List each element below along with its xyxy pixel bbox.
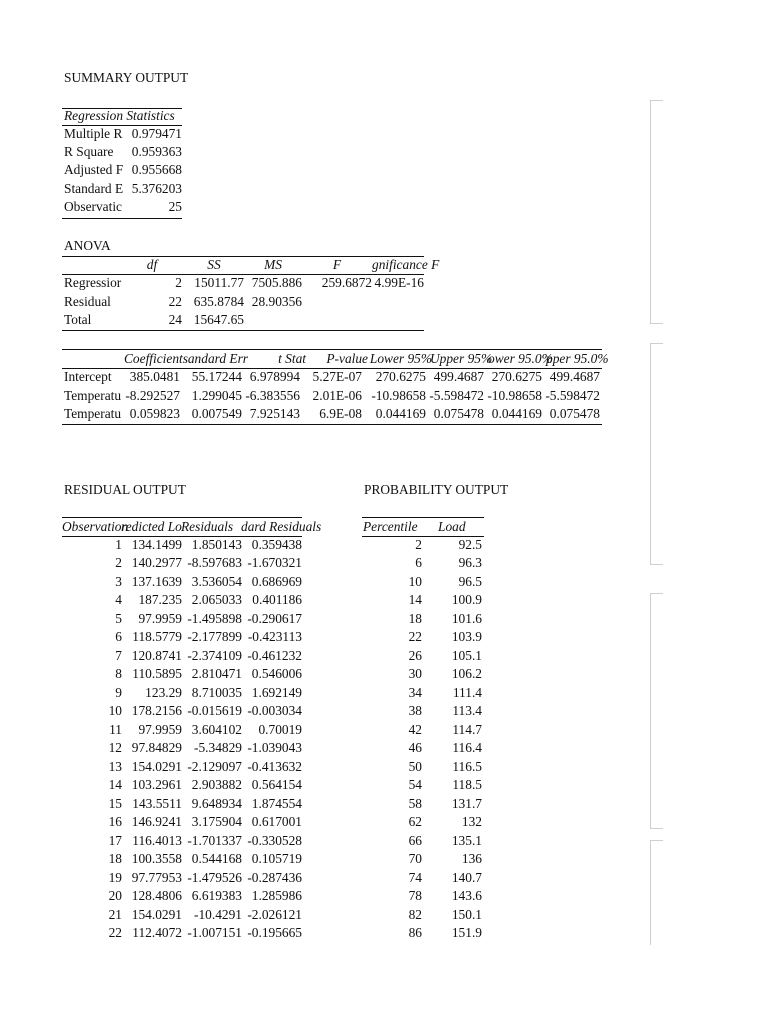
probability-load: 151.9 bbox=[451, 925, 482, 941]
anova-row-label: Total bbox=[64, 312, 92, 328]
coef-row-label: Intercept bbox=[64, 369, 112, 384]
coef-cell: 0.044169 bbox=[375, 406, 426, 422]
anova-bottom-rule bbox=[62, 330, 424, 331]
residual-cell: 146.9241 bbox=[131, 814, 182, 830]
residual-observation: 10 bbox=[108, 703, 122, 719]
residual-cell: 3.604102 bbox=[191, 721, 242, 737]
probability-load: 105.1 bbox=[451, 647, 482, 663]
coef-col-header: t Stat bbox=[278, 351, 306, 366]
residual-cell: 0.70019 bbox=[258, 721, 302, 737]
probability-load: 114.7 bbox=[452, 721, 482, 737]
residual-observation: 12 bbox=[108, 740, 122, 756]
residual-cell: 118.5779 bbox=[132, 629, 182, 645]
residual-observation: 15 bbox=[108, 795, 122, 811]
probability-percentile: 34 bbox=[408, 684, 422, 700]
residual-observation: 13 bbox=[108, 758, 122, 774]
residual-cell: 120.8741 bbox=[131, 647, 182, 663]
probability-load: 92.5 bbox=[458, 537, 482, 552]
coef-cell: 7.925143 bbox=[249, 406, 300, 422]
residual-observation: 2 bbox=[115, 555, 122, 571]
regstat-label: Standard E bbox=[64, 180, 124, 196]
coef-col-header: andard Err bbox=[187, 351, 248, 366]
probability-output-title: PROBABILITY OUTPUT bbox=[364, 482, 509, 497]
coef-cell: 270.6275 bbox=[375, 369, 426, 384]
residual-cell: 112.4072 bbox=[132, 925, 182, 941]
probability-percentile: 22 bbox=[408, 629, 422, 645]
residual-cell: -1.670321 bbox=[247, 555, 302, 571]
residual-observation: 20 bbox=[108, 888, 122, 904]
residual-cell: 97.9959 bbox=[138, 721, 182, 737]
probability-percentile: 26 bbox=[408, 647, 422, 663]
anova-cell: 15011.77 bbox=[194, 275, 244, 290]
anova-cell: 15647.65 bbox=[193, 312, 244, 328]
residual-cell: 0.359438 bbox=[251, 537, 302, 552]
residual-col-header: dard Residuals bbox=[241, 519, 322, 534]
coef-cell: -10.98658 bbox=[487, 387, 542, 403]
residual-cell: 9.648934 bbox=[191, 795, 242, 811]
residual-cell: -0.003034 bbox=[247, 703, 302, 719]
probability-col-header: Load bbox=[438, 519, 466, 534]
probability-percentile: 2 bbox=[415, 537, 422, 552]
residual-observation: 5 bbox=[115, 610, 122, 626]
residual-cell: -0.015619 bbox=[187, 703, 242, 719]
coef-cell: -10.98658 bbox=[371, 387, 426, 403]
residual-cell: 187.235 bbox=[138, 592, 182, 608]
residual-observation: 18 bbox=[108, 851, 122, 867]
residual-observation: 14 bbox=[108, 777, 122, 793]
residual-cell: -2.374109 bbox=[187, 647, 242, 663]
page-bracket bbox=[650, 840, 651, 945]
residual-observation: 22 bbox=[108, 925, 122, 941]
coef-col-header: ower 95.0% bbox=[488, 351, 553, 366]
residual-cell: -2.026121 bbox=[247, 906, 302, 922]
coef-top-rule bbox=[62, 349, 602, 350]
residual-observation: 11 bbox=[109, 721, 122, 737]
coef-cell: 0.075478 bbox=[433, 406, 484, 422]
residual-output-title: RESIDUAL OUTPUT bbox=[64, 482, 186, 497]
anova-header-rule bbox=[62, 274, 424, 275]
probability-load: 116.5 bbox=[452, 758, 482, 774]
probability-load: 140.7 bbox=[451, 869, 482, 885]
residual-cell: 97.84829 bbox=[131, 740, 182, 756]
probability-percentile: 30 bbox=[408, 666, 422, 682]
probability-load: 116.4 bbox=[452, 740, 482, 756]
anova-cell: 2 bbox=[175, 275, 182, 290]
coef-col-header: P-value bbox=[326, 351, 368, 366]
anova-title: ANOVA bbox=[64, 238, 111, 253]
coef-cell: 5.27E-07 bbox=[312, 369, 362, 384]
page-bracket bbox=[650, 100, 651, 324]
regstat-label: Multiple R bbox=[64, 126, 123, 141]
probability-percentile: 14 bbox=[408, 592, 422, 608]
anova-cell: 635.8784 bbox=[193, 293, 244, 309]
residual-cell: 0.544168 bbox=[191, 851, 242, 867]
regstat-value: 5.376203 bbox=[131, 180, 182, 196]
regstat-value: 25 bbox=[168, 198, 182, 214]
residual-observation: 1 bbox=[115, 537, 122, 552]
residual-cell: 0.105719 bbox=[251, 851, 302, 867]
coef-cell: 1.299045 bbox=[191, 387, 242, 403]
residual-observation: 4 bbox=[115, 592, 122, 608]
probability-load: 135.1 bbox=[451, 832, 482, 848]
residual-observation: 6 bbox=[115, 629, 122, 645]
residual-cell: 1.692149 bbox=[251, 684, 302, 700]
anova-col-header: SS bbox=[207, 257, 221, 272]
probability-percentile: 42 bbox=[408, 721, 422, 737]
probability-load: 111.4 bbox=[452, 684, 482, 700]
probability-load: 131.7 bbox=[451, 795, 482, 811]
residual-cell: -0.290617 bbox=[247, 610, 302, 626]
residual-col-header: Observation bbox=[62, 519, 129, 534]
probability-load: 101.6 bbox=[451, 610, 482, 626]
probability-top-rule bbox=[362, 517, 484, 518]
anova-cell: 24 bbox=[168, 312, 182, 328]
residual-cell: 134.1499 bbox=[131, 537, 182, 552]
residual-cell: 137.1639 bbox=[131, 573, 182, 589]
residual-cell: 0.617001 bbox=[251, 814, 302, 830]
residual-cell: 97.77953 bbox=[131, 869, 182, 885]
residual-cell: -1.007151 bbox=[187, 925, 242, 941]
probability-load: 106.2 bbox=[451, 666, 482, 682]
coef-cell: 6.9E-08 bbox=[319, 406, 362, 422]
anova-cell: 28.90356 bbox=[251, 293, 302, 309]
probability-percentile: 58 bbox=[408, 795, 422, 811]
coef-cell: 0.075478 bbox=[549, 406, 600, 422]
page-bracket bbox=[650, 343, 651, 565]
probability-percentile: 74 bbox=[408, 869, 422, 885]
summary-title: SUMMARY OUTPUT bbox=[64, 70, 189, 85]
probability-load: 103.9 bbox=[451, 629, 482, 645]
residual-cell: -2.129097 bbox=[187, 758, 242, 774]
coef-cell: 6.978994 bbox=[249, 369, 300, 384]
regstat-label: R Square bbox=[64, 144, 114, 160]
residual-cell: 0.686969 bbox=[251, 573, 302, 589]
probability-load: 143.6 bbox=[451, 888, 482, 904]
probability-load: 118.5 bbox=[452, 777, 482, 793]
coef-cell: 2.01E-06 bbox=[312, 387, 362, 403]
coef-header-rule bbox=[62, 368, 602, 369]
residual-top-rule bbox=[62, 517, 302, 518]
coef-cell: 499.4687 bbox=[549, 369, 600, 384]
residual-cell: -8.597683 bbox=[187, 555, 242, 571]
residual-cell: -0.461232 bbox=[247, 647, 302, 663]
residual-cell: -0.423113 bbox=[247, 629, 302, 645]
residual-cell: 8.710035 bbox=[191, 684, 242, 700]
residual-cell: -1.701337 bbox=[187, 832, 242, 848]
anova-cell: 7505.886 bbox=[251, 275, 302, 290]
residual-cell: 0.401186 bbox=[252, 592, 302, 608]
regstat-label: Observatic bbox=[64, 198, 123, 214]
residual-observation: 16 bbox=[108, 814, 122, 830]
coef-col-header: pper 95.0% bbox=[546, 351, 609, 366]
coef-col-header: Coefficients bbox=[124, 351, 188, 366]
probability-load: 96.3 bbox=[458, 555, 482, 571]
residual-cell: 6.619383 bbox=[191, 888, 242, 904]
probability-percentile: 10 bbox=[408, 573, 422, 589]
probability-percentile: 62 bbox=[408, 814, 422, 830]
residual-cell: 1.874554 bbox=[251, 795, 302, 811]
coef-cell: -8.292527 bbox=[125, 387, 180, 403]
probability-load: 136 bbox=[461, 851, 482, 867]
probability-percentile: 50 bbox=[408, 758, 422, 774]
residual-cell: 2.065033 bbox=[191, 592, 242, 608]
regstat-value: 0.979471 bbox=[131, 126, 182, 141]
residual-cell: -1.039043 bbox=[247, 740, 302, 756]
coef-cell: 0.007549 bbox=[191, 406, 242, 422]
probability-percentile: 46 bbox=[408, 740, 422, 756]
residual-cell: 103.2961 bbox=[131, 777, 182, 793]
residual-observation: 17 bbox=[108, 832, 122, 848]
residual-cell: 123.29 bbox=[145, 684, 182, 700]
residual-cell: 2.903882 bbox=[191, 777, 242, 793]
anova-col-header: gnificance F bbox=[372, 257, 440, 272]
regstat-value: 0.955668 bbox=[131, 162, 182, 178]
regstat-value: 0.959363 bbox=[131, 144, 182, 160]
residual-cell: 116.4013 bbox=[132, 832, 182, 848]
probability-percentile: 82 bbox=[408, 906, 422, 922]
residual-cell: -10.4291 bbox=[194, 906, 242, 922]
residual-cell: 100.3558 bbox=[131, 851, 182, 867]
residual-cell: -0.287436 bbox=[247, 869, 302, 885]
residual-observation: 7 bbox=[115, 647, 122, 663]
residual-cell: 1.850143 bbox=[191, 537, 242, 552]
residual-observation: 19 bbox=[108, 869, 122, 885]
residual-cell: 0.564154 bbox=[251, 777, 302, 793]
residual-cell: 110.5895 bbox=[132, 666, 182, 682]
residual-observation: 21 bbox=[108, 906, 122, 922]
anova-col-header: MS bbox=[264, 257, 282, 272]
coef-cell: -5.598472 bbox=[545, 387, 600, 403]
coef-bottom-rule bbox=[62, 424, 602, 425]
residual-header-rule bbox=[62, 536, 302, 537]
residual-cell: -2.177899 bbox=[187, 629, 242, 645]
residual-cell: 3.175904 bbox=[191, 814, 242, 830]
residual-cell: 0.546006 bbox=[251, 666, 302, 682]
residual-cell: 3.536054 bbox=[191, 573, 242, 589]
anova-col-header: df bbox=[146, 257, 158, 272]
probability-col-header: Percentile bbox=[363, 519, 418, 534]
residual-cell: -0.413632 bbox=[247, 758, 302, 774]
coef-row-label: Temperatu bbox=[64, 387, 122, 403]
anova-cell: 4.99E-16 bbox=[374, 275, 424, 290]
residual-cell: -5.34829 bbox=[194, 740, 242, 756]
probability-load: 96.5 bbox=[458, 573, 482, 589]
anova-row-label: Residual bbox=[64, 293, 111, 309]
residual-cell: 178.2156 bbox=[131, 703, 182, 719]
probability-header-rule bbox=[362, 536, 484, 537]
probability-percentile: 86 bbox=[408, 925, 422, 941]
coef-cell: 385.0481 bbox=[129, 369, 180, 384]
residual-observation: 3 bbox=[115, 573, 122, 589]
probability-percentile: 66 bbox=[408, 832, 422, 848]
coef-cell: 0.059823 bbox=[129, 406, 180, 422]
anova-cell: 259.6872 bbox=[321, 275, 372, 290]
probability-percentile: 70 bbox=[408, 851, 422, 867]
probability-load: 100.9 bbox=[451, 592, 482, 608]
probability-percentile: 78 bbox=[408, 888, 422, 904]
coef-cell: 499.4687 bbox=[433, 369, 484, 384]
probability-percentile: 6 bbox=[415, 555, 422, 571]
regstat-label: Adjusted F bbox=[64, 162, 124, 178]
probability-load: 113.4 bbox=[452, 703, 482, 719]
probability-load: 132 bbox=[461, 814, 482, 830]
anova-cell: 22 bbox=[168, 293, 182, 309]
residual-cell: 128.4806 bbox=[131, 888, 182, 904]
probability-percentile: 18 bbox=[408, 610, 422, 626]
residual-observation: 9 bbox=[115, 684, 122, 700]
residual-cell: -1.495898 bbox=[187, 610, 242, 626]
residual-cell: -0.195665 bbox=[247, 925, 302, 941]
residual-cell: 154.0291 bbox=[131, 906, 182, 922]
page-bracket bbox=[650, 593, 651, 829]
anova-row-label: Regressior bbox=[64, 275, 122, 290]
residual-cell: 143.5511 bbox=[132, 795, 182, 811]
probability-percentile: 38 bbox=[408, 703, 422, 719]
regstat-header: Regression Statistics bbox=[64, 108, 175, 123]
probability-percentile: 54 bbox=[408, 777, 422, 793]
residual-cell: 1.285986 bbox=[251, 888, 302, 904]
coef-cell: 0.044169 bbox=[491, 406, 542, 422]
residual-observation: 8 bbox=[115, 666, 122, 682]
coef-row-label: Temperatu bbox=[64, 406, 122, 422]
residual-cell: 140.2977 bbox=[131, 555, 182, 571]
coef-cell: -5.598472 bbox=[429, 387, 484, 403]
anova-col-header: F bbox=[332, 257, 342, 272]
coef-cell: -6.383556 bbox=[245, 387, 300, 403]
regstat-bottom-rule bbox=[62, 218, 182, 219]
residual-col-header: Residuals bbox=[181, 519, 234, 534]
residual-cell: -1.479526 bbox=[187, 869, 242, 885]
residual-cell: -0.330528 bbox=[247, 832, 302, 848]
residual-col-header: redicted Lo bbox=[121, 519, 182, 534]
coef-cell: 55.17244 bbox=[191, 369, 242, 384]
coef-col-header: Lower 95% bbox=[369, 351, 432, 366]
coef-col-header: Upper 95% bbox=[430, 351, 493, 366]
residual-cell: 2.810471 bbox=[191, 666, 242, 682]
residual-cell: 97.9959 bbox=[138, 610, 182, 626]
probability-load: 150.1 bbox=[451, 906, 482, 922]
residual-cell: 154.0291 bbox=[131, 758, 182, 774]
coef-cell: 270.6275 bbox=[491, 369, 542, 384]
